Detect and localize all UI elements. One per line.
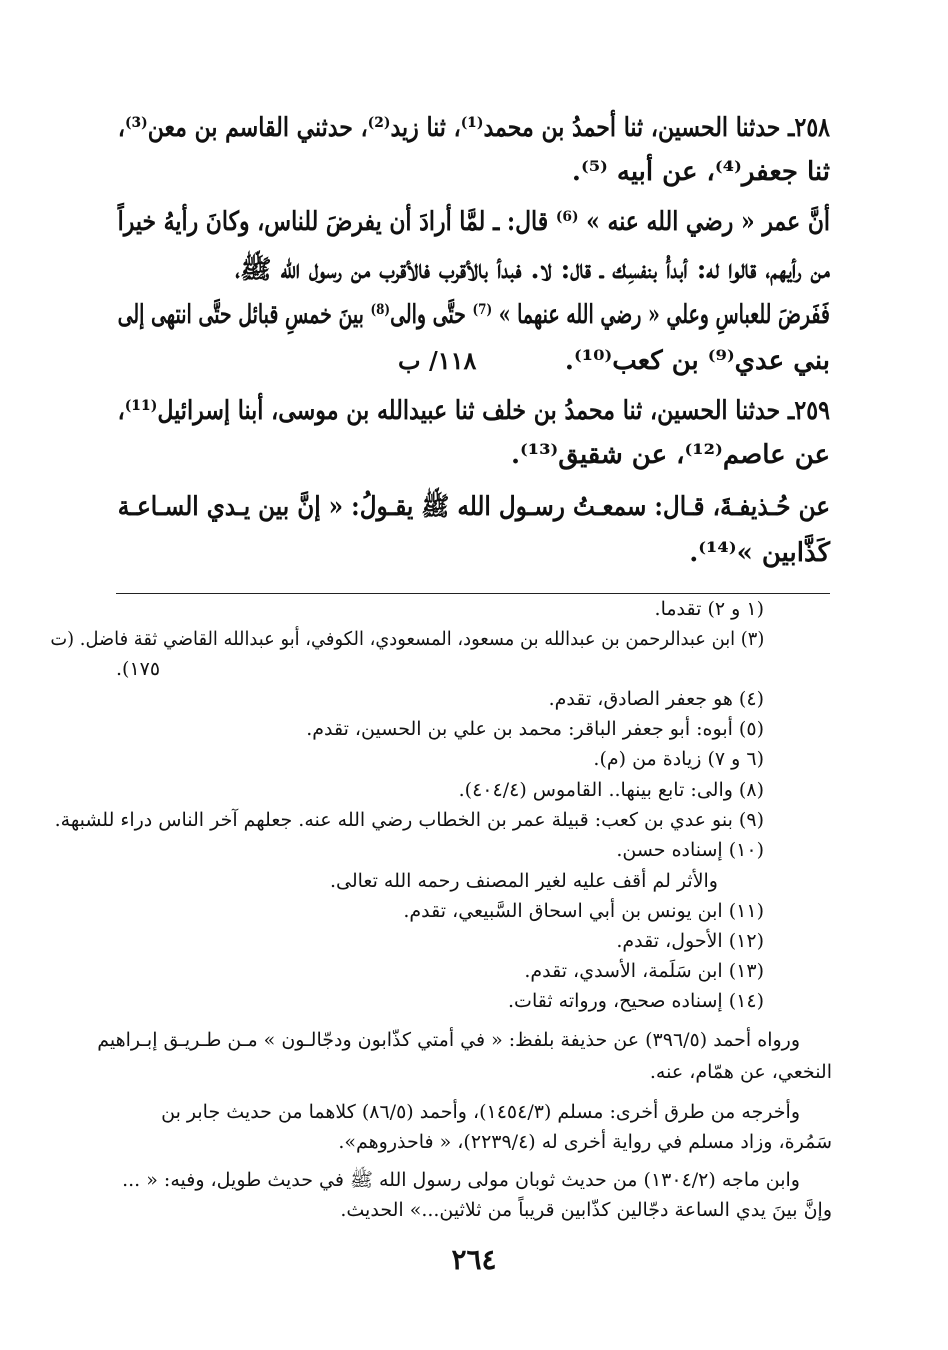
page-number: ٢٦٤ — [451, 1243, 497, 1276]
footnote-line: (١ و ٢) تقدما. — [654, 598, 764, 620]
main-text-line: فَفَرضَ للعباسِ وعلي « رضي الله عنهما » ⁽⁷⁾ حتَّى والى⁽⁸⁾ بينَ خمسِ قبائل حتَّى انتهى إلى — [117, 300, 830, 330]
main-text-line: بني عدي⁽⁹⁾ بن كعب⁽¹⁰⁾. — [564, 346, 830, 376]
manuscript-folio-marker: ١١٨/ ب — [398, 346, 477, 375]
footnote-line: ورواه أحمد (٣٩٦/٥) عن حذيفة بلفظ: « في أمتي كذّابون ودجّالـون » مـن طـريـق إبـراهيم — [97, 1029, 800, 1051]
footnote-line: النخعي، عن همّام، عنه. — [649, 1061, 832, 1083]
footnote-line: والأثر لم أقف عليه لغير المصنف رحمه الله تعالى. — [329, 870, 718, 892]
main-text-line: من رأيهم، قالوا له: أبدأْ بنفسِك ـ قال: لا. فبدأ بالأقرب فالأقرب من رسول الله ﷺ، — [235, 255, 830, 285]
footnote-line: (٣) ابن عبدالرحمن بن عبدالله بن مسعود، المسعودي، الكوفي، أبو عبدالله القاضي ثقة فاضل. (ت — [50, 628, 764, 650]
main-text-line: كَذَّابين »⁽¹⁴⁾. — [689, 538, 830, 568]
footnote-line: (١١) ابن يونس بن أبي اسحاق السَّبيعي، تقدم. — [403, 900, 764, 922]
footnote-line: وإنَّ بينَ يدي الساعة دجّالين كذّابين قريباً من ثلاثين...» الحديث. — [340, 1199, 832, 1221]
footnote-line: (٩) بنو عدي بن كعب: قبيلة عمر بن الخطاب رضي الله عنه. جعلهم آخر الناس دراء للشبهة. — [54, 809, 764, 831]
footnote-line: (٥) أبوه: أبو جعفر الباقر: محمد بن علي بن الحسين، تقدم. — [306, 718, 764, 740]
footnote-line: (١٢) الأحول، تقدم. — [616, 930, 764, 952]
footnote-line: (١٤) إسناده صحيح، ورواته ثقات. — [508, 990, 764, 1012]
footnote-line: (١٣) ابن سَلَمة، الأسدي، تقدم. — [524, 960, 764, 982]
footnote-line: وأخرجه من طرق أخرى: مسلم (١٤٥٤/٣)، وأحمد (٨٦/٥) كلاهما من حديث جابر بن — [161, 1101, 800, 1123]
footnote-line: ١٧٥). — [116, 658, 161, 680]
footnote-line: (٦ و ٧) زيادة من (م). — [593, 748, 764, 770]
footnote-line: وابن ماجه (١٣٠٤/٢) من حديث ثوبان مولى رسول الله ﷺ في حديث طويل، وفيه: « ... — [122, 1169, 800, 1191]
main-text-line: ٢٥٨ـ حدثنا الحسين، ثنا أحمدُ بن محمد⁽¹⁾، ثنا زيد⁽²⁾، حدثني القاسم بن معن⁽³⁾، — [117, 113, 830, 143]
footnote-line: سَمُرة، وزاد مسلم في رواية أخرى له (٢٢٣٩/٤)، « فاحذروهم». — [338, 1131, 832, 1153]
footnote-line: (٨) والى: تابع بينها.. القاموس (٤٠٤/٤). — [458, 779, 764, 801]
main-text-line: ٢٥٩ـ حدثنا الحسين، ثنا محمدُ بن خلف ثنا عبيدالله بن موسى، أبنا إسرائيل⁽¹¹⁾، — [117, 396, 830, 426]
footnote-separator — [116, 593, 830, 594]
main-text-line: عن عاصم⁽¹²⁾، عن شقيق⁽¹³⁾. — [510, 440, 830, 470]
footnote-line: (٤) هو جعفر الصادق، تقدم. — [548, 688, 764, 710]
main-text-line: أنَّ عمر « رضي الله عنه » ⁽⁶⁾ قال: ـ لمَّا أرادَ أن يفرضَ للناس، وكانَ رأيهُ خيراً — [117, 207, 830, 237]
footnote-line: (١٠) إسناده حسن. — [616, 839, 764, 861]
main-text-line: عن حُـذيفـةَ، قـال: سمعـتُ رسـول الله ﷺ يقـولُ: « إنَّ بين يـدي السـاعـة — [117, 492, 830, 522]
main-text-line: ثنا جعفر⁽⁴⁾، عن أبيه ⁽⁵⁾. — [571, 157, 830, 187]
